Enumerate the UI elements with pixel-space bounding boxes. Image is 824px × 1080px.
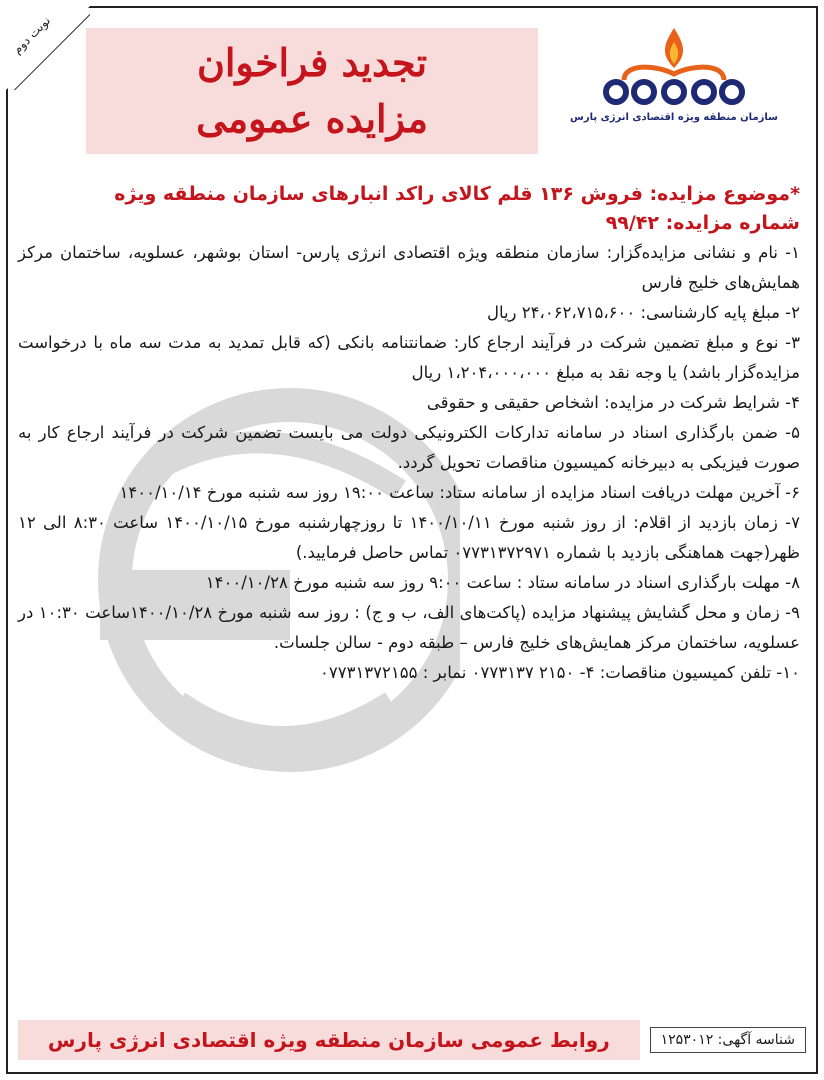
- item-2: ۲- مبلغ پایه کارشناسی: ۲۴،۰۶۲،۷۱۵،۶۰۰ ریال: [486, 303, 800, 322]
- title-box: [86, 28, 538, 154]
- item-3: ۳- نوع و مبلغ تضمین شرکت در فرآیند ارجاع کار: ضمانتنامه بانکی (که قابل تمدید به مدت سه ماه با درخواست مزایده‌گزار باشد) یا وجه نقد به مبلغ ۱،۲۰۴،۰۰۰،۰۰۰ ریال: [18, 333, 800, 382]
- item-10: ۱۰- تلفن کمیسیون مناقصات: ۴- ۲۱۵۰ ۰۷۷۳۱۳۷ نمابر : ۰۷۷۳۱۳۷۲۱۵۵: [320, 663, 800, 682]
- item-4: ۴- شرایط شرکت در مزایده: اشخاص حقیقی و حقوقی: [426, 393, 800, 412]
- flame-logo-icon: [594, 24, 754, 110]
- subject-line: *موضوع مزایده: فروش ۱۳۶ قلم کالای راکد انبارهای سازمان منطقه ویژه: [114, 183, 800, 205]
- footer: [18, 1020, 806, 1060]
- organization-logo: [556, 24, 792, 136]
- item-5: ۵- ضمن بارگذاری اسناد در سامانه تدارکات الکترونیکی دولت می بایست تضمین شرکت در فرآیند ارجاع کار به صورت فیزیکی به دبیرخانه کمیسیون مناقصات تحویل گردد.: [18, 423, 800, 472]
- logo-caption: سازمان منطقه ویژه اقتصادی انرژی پارس: [570, 112, 778, 123]
- advertisement-body: [18, 180, 800, 688]
- second-publication-badge: [6, 6, 90, 90]
- auction-number: شماره مزایده: ۹۹/۴۲: [605, 212, 800, 234]
- item-8: ۸- مهلت بارگذاری اسناد در سامانه ستاد : ساعت ۹:۰۰ روز سه شنبه مورخ ۱۴۰۰/۱۰/۲۸: [205, 573, 800, 592]
- ad-identifier: شناسه آگهی: ۱۲۵۳۰۱۲: [650, 1027, 806, 1053]
- item-1: ۱- نام و نشانی مزایده‌گزار: سازمان منطقه ویژه اقتصادی انرژی پارس- استان بوشهر، عسلویه، ساختمان مرکز همایش‌های خلیج فارس: [18, 243, 800, 292]
- title-line-1: تجدید فراخوان: [196, 40, 428, 85]
- item-7: ۷- زمان بازدید از اقلام: از روز شنبه مورخ ۱۴۰۰/۱۰/۱۱ تا روزچهارشنبه مورخ ۱۴۰۰/۱۰/۱۵ ساعت ۸:۳۰ الی ۱۲ ظهر(جهت هماهنگی بازدید با شماره ۰۷۷۳۱۳۷۲۹۷۱ تماس حاصل فرمایید.): [18, 513, 801, 562]
- badge-label: نوبت دوم: [9, 13, 54, 57]
- public-relations-banner: روابط عمومی سازمان منطقه ویژه اقتصادی انرژی پارس: [18, 1020, 640, 1060]
- title-line-2: مزایده عمومی: [196, 96, 428, 141]
- item-6: ۶- آخرین مهلت دریافت اسناد مزایده از سامانه ستاد: ساعت ۱۹:۰۰ روز سه شنبه مورخ ۱۴۰۰/۱۰/۱۴: [119, 483, 800, 502]
- item-9: ۹- زمان و محل گشایش پیشنهاد مزایده (پاکت‌های الف، ب و ج) : روز سه شنبه مورخ ۱۴۰۰/۱۰/۲۸ساعت ۱۰:۳۰ در عسلویه، ساختمان مرکز همایش‌های خلیج فارس – طبقه دوم - سالن جلسات.: [18, 603, 800, 652]
